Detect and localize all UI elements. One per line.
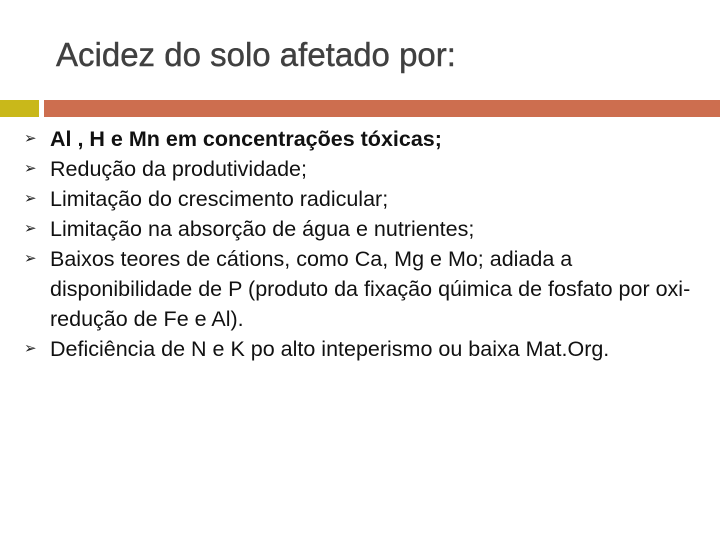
- arrow-bullet-icon: ➢: [24, 160, 37, 177]
- bullet-item: [24, 184, 694, 214]
- bullet-text: Redução da produtividade;: [50, 157, 307, 181]
- bullet-list: [24, 124, 694, 364]
- accent-square: [0, 100, 39, 117]
- bullet-text: Limitação na absorção de água e nutrientes;: [50, 217, 475, 241]
- bullet-item: [24, 334, 694, 364]
- bullet-item: [24, 214, 694, 244]
- bullet-item: [24, 154, 694, 184]
- bullet-text: Baixos teores de cátions, como Ca, Mg e Mo; adiada a disponibilidade de P (produto da fixação qúimica de fosfato por oxi-redução de Fe e Al).: [50, 247, 691, 331]
- arrow-bullet-icon: ➢: [24, 190, 37, 207]
- bullet-text: Al , H e Mn em concentrações tóxicas;: [50, 127, 442, 151]
- bullet-item: [24, 244, 694, 334]
- arrow-bullet-icon: ➢: [24, 340, 37, 357]
- arrow-bullet-icon: ➢: [24, 130, 37, 147]
- accent-bar: [44, 100, 720, 117]
- bullet-item: [24, 124, 694, 154]
- bullet-text: Deficiência de N e K po alto inteperismo ou baixa Mat.Org.: [50, 337, 610, 361]
- arrow-bullet-icon: ➢: [24, 250, 37, 267]
- bullet-text: Limitação do crescimento radicular;: [50, 187, 389, 211]
- arrow-bullet-icon: ➢: [24, 220, 37, 237]
- slide-title: Acidez do solo afetado por:: [56, 36, 456, 73]
